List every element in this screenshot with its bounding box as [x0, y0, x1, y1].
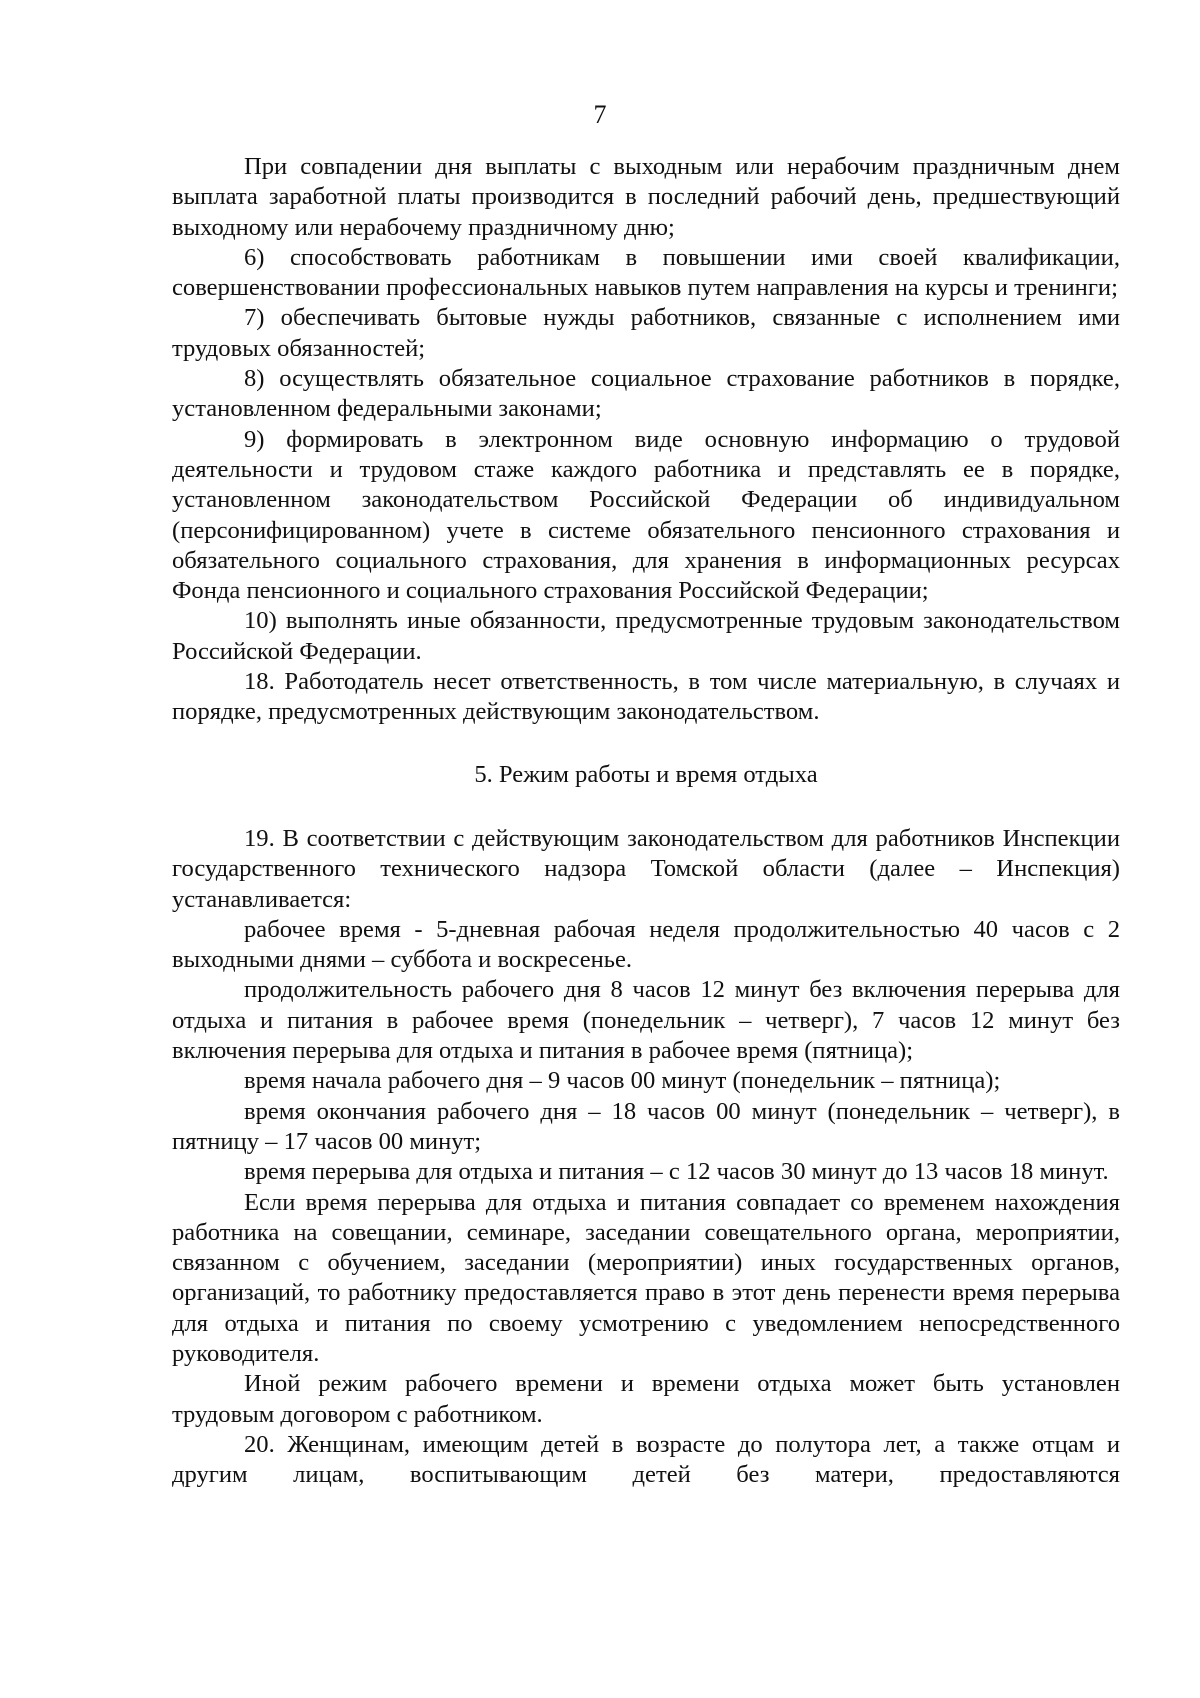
section-heading: 5. Режим работы и время отдыха [474, 760, 818, 788]
paragraph-break-time: время перерыва для отдыха и питания – с 12 часов 30 минут до 13 часов 18 минут. [244, 1158, 1109, 1186]
paragraph-workday-end: время окончания рабочего дня – 18 часов 00 минут (понедельник – четверг), в пятницу – 17 часов 00 минут; [172, 1097, 1120, 1155]
paragraph-working-time: рабочее время - 5-дневная рабочая неделя продолжительностью 40 часов с 2 выходными днями – суббота и воскресенье. [172, 915, 1120, 974]
paragraph-20: 20. Женщинам, имеющим детей в возрасте до полутора лет, а также отцам и другим лицам, воспитывающим детей без матери, предоставляются [172, 1430, 1120, 1489]
paragraph-workday-duration: продолжительность рабочего дня 8 часов 12 минут без включения перерыва для отдыха и питания в рабочее время (понедельник – четверг), 7 часов 12 минут без включения перерыва для отдыха и питания в рабочее время (пятница); [172, 976, 1120, 1065]
paragraph-item-7: 7) обеспечивать бытовые нужды работников, связанные с исполнением ими трудовых обязанностей; [172, 304, 1120, 362]
paragraph-item-9: 9) формировать в электронном виде основную информацию о трудовой деятельности и трудовом стаже каждого работника и представлять ее в порядке, установленном законодательством Российской Федерации об индивидуальном (персонифицированном) учете в системе обязательного пенсионного страхования и обязательного социального страхования, для хранения в информационных ресурсах Фонда пенсионного и социального страхования Российской Федерации; [172, 425, 1120, 605]
paragraph-item-10: 10) выполнять иные обязанности, предусмотренные трудовым законодательством Российской Федерации. [172, 607, 1120, 665]
paragraph-workday-start: время начала рабочего дня – 9 часов 00 минут (понедельник – пятница); [244, 1067, 1001, 1095]
paragraph-item-6: 6) способствовать работникам в повышении ими своей квалификации, совершенствовании профессиональных навыков путем направления на курсы и тренинги; [172, 243, 1120, 302]
page-number: 7 [593, 100, 607, 129]
paragraph-salary-holiday: При совпадении дня выплаты с выходным или нерабочим праздничным днем выплата заработной платы производится в последний рабочий день, предшествующий выходному или нерабочему праздничному дню; [172, 153, 1120, 241]
paragraph-item-8: 8) осуществлять обязательное социальное страхование работников в порядке, установленном федеральными законами; [172, 365, 1120, 423]
paragraph-19: 19. В соответствии с действующим законодательством для работников Инспекции государственного технического надзора Томской области (далее – Инспекция) устанавливается: [172, 824, 1120, 913]
paragraph-break-transfer: Если время перерыва для отдыха и питания совпадает со временем нахождения работника на совещании, семинаре, заседании совещательного органа, мероприятии, связанном с обучением, заседании (мероприятии) иных государственных органов, организаций, то работнику предоставляется право в этот день перенести время перерыва для отдыха и питания по своему усмотрению с уведомлением непосредственного руководителя. [172, 1188, 1120, 1367]
document-body [172, 152, 1120, 1490]
paragraph-other-schedule: Иной режим рабочего времени и времени отдыха может быть установлен трудовым договором с работником. [172, 1370, 1120, 1428]
paragraph-18: 18. Работодатель несет ответственность, в том числе материальную, в случаях и порядке, предусмотренных действующим законодательством. [172, 668, 1120, 726]
